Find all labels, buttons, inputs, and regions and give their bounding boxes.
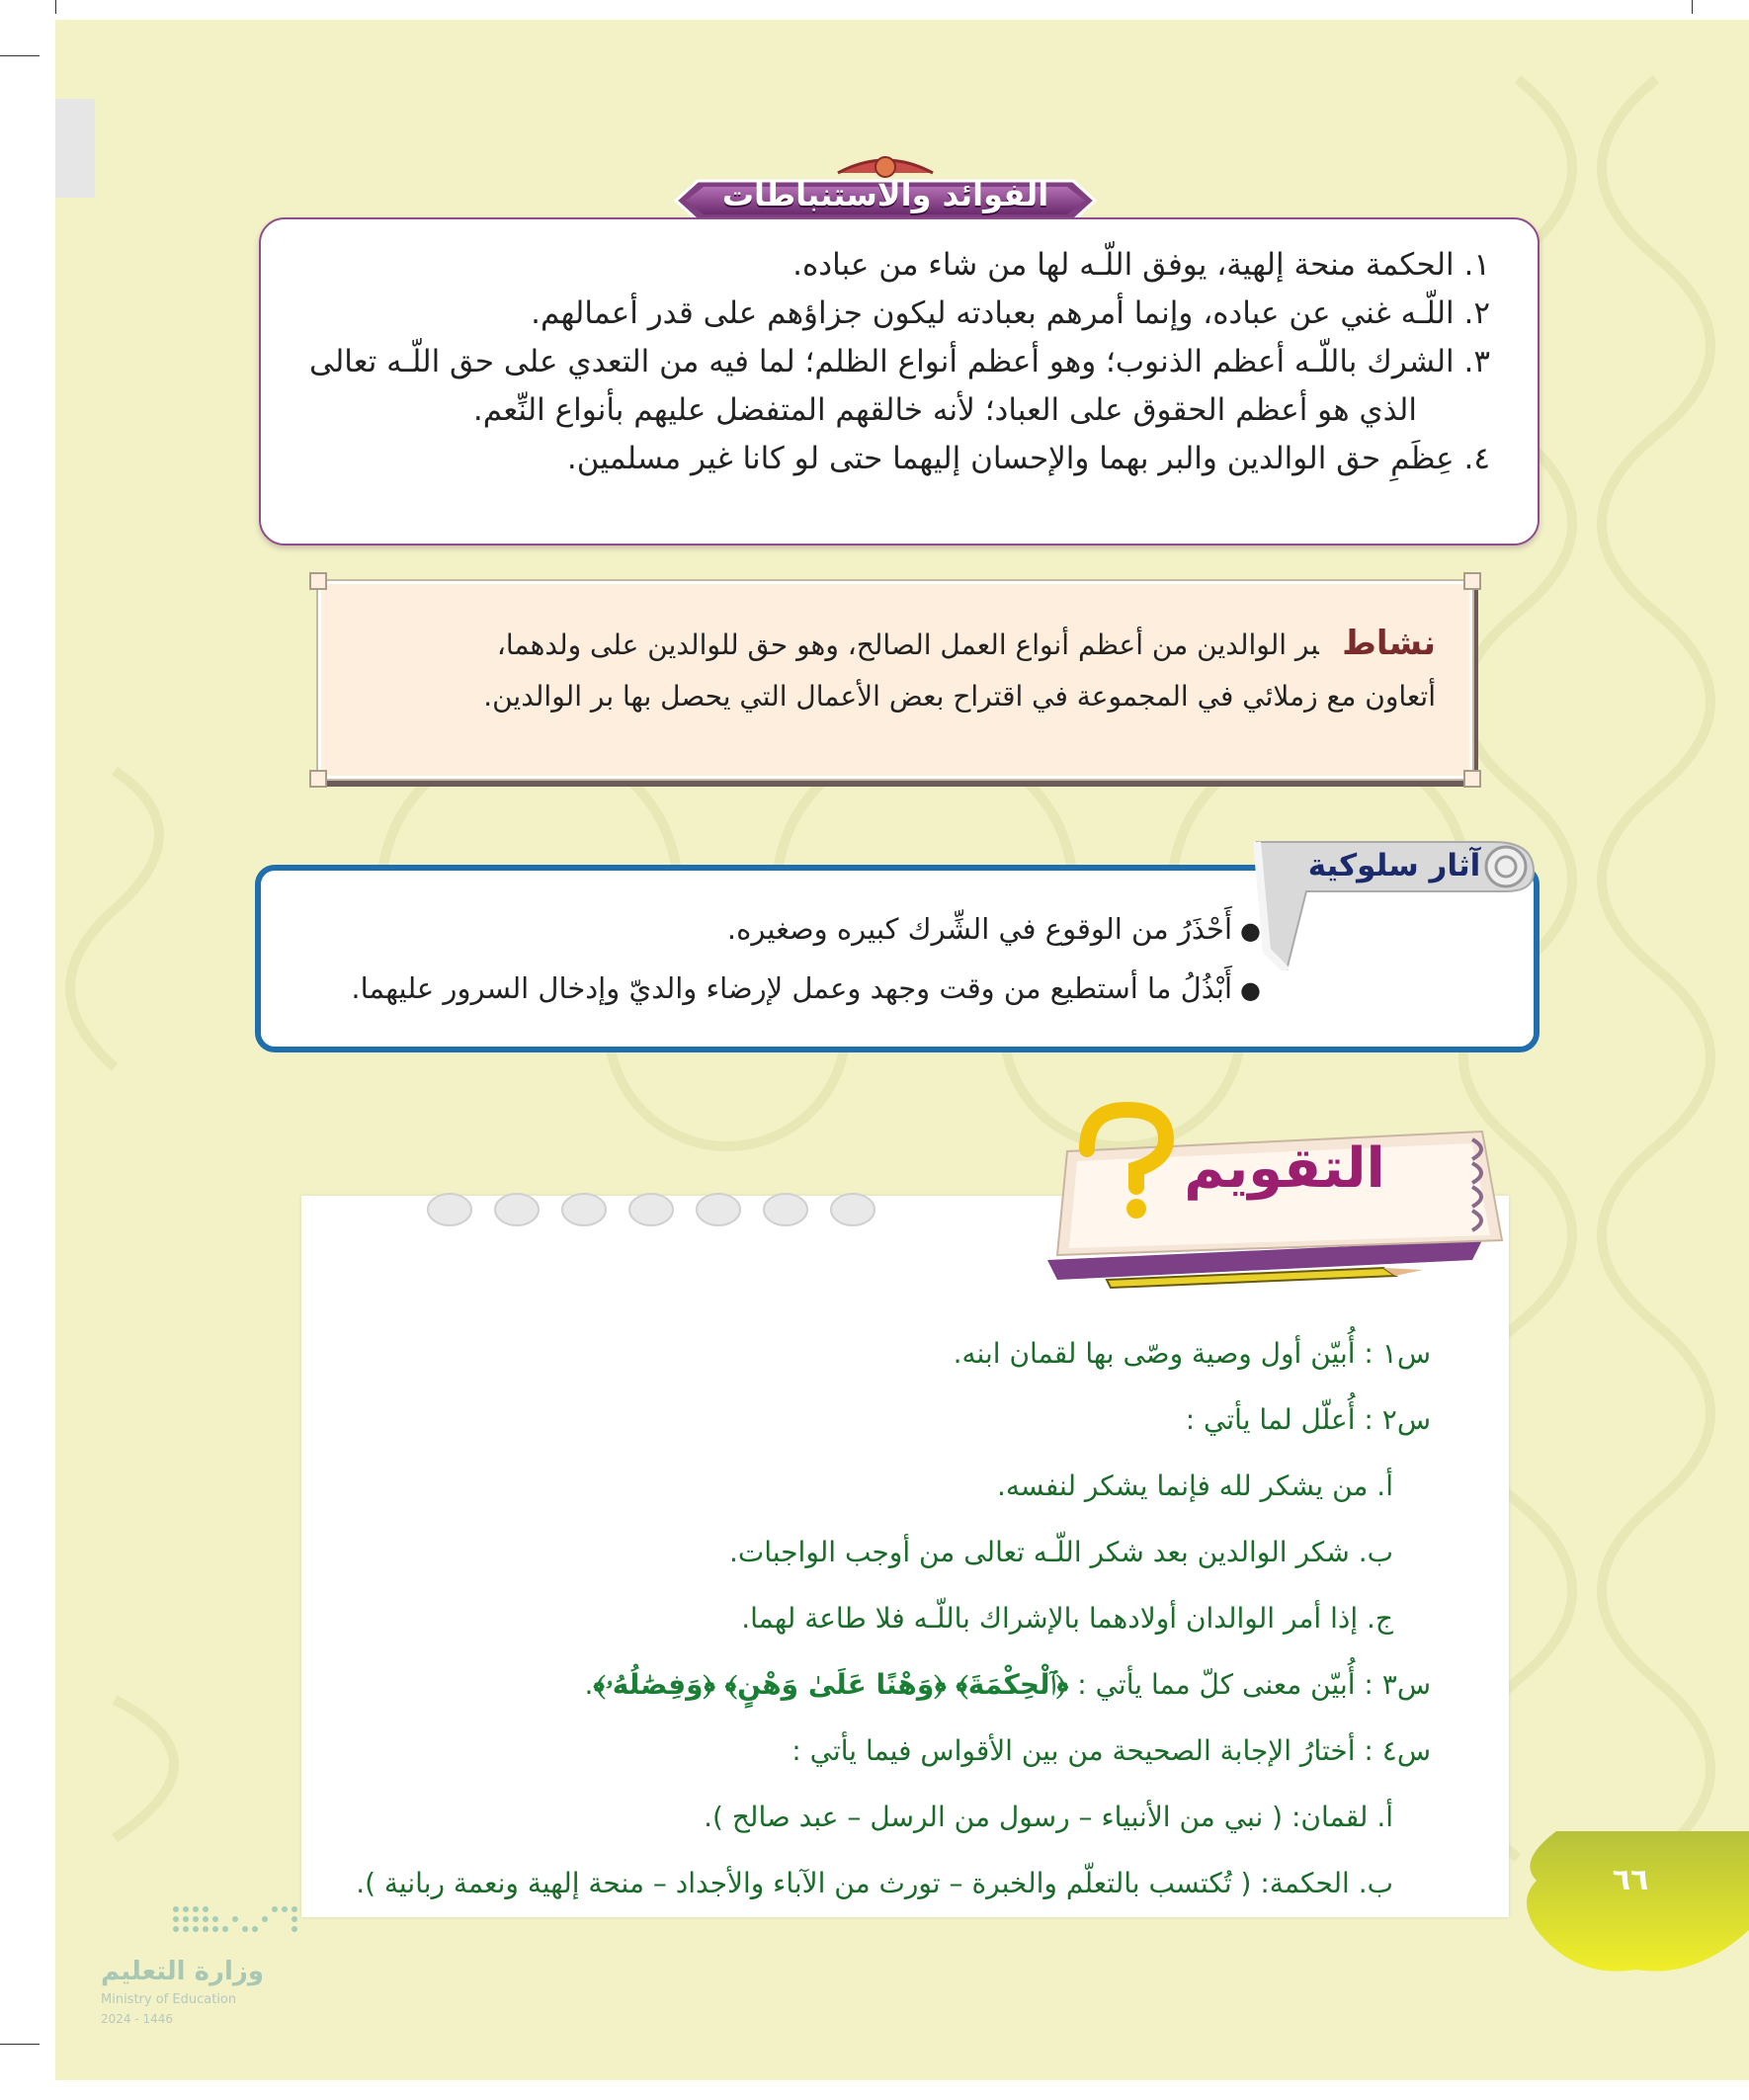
question-3 [356, 1651, 1431, 1718]
question-2c: ج. إذا أمر الوالدان أولادهما بالإشراك باللّـه فلا طاعة لهما. [741, 1602, 1393, 1635]
benefit-item: ٤. عِظَمِ حق الوالدين والبر بهما والإحسان إليهما حتى لو كانا غير مسلمين. [566, 441, 1490, 476]
corner-ornament [309, 572, 327, 590]
effects-title: آثار سلوكية [1307, 848, 1481, 883]
crop-mark [1692, 0, 1693, 14]
ministry-year: 2024 - 1446 [101, 2012, 174, 2026]
question-2a: أ. من يشكر لله فإنما يشكر لنفسه. [996, 1470, 1393, 1502]
crop-mark [0, 2044, 40, 2045]
question-4a: أ. لقمان: ( نبي من الأنبياء – رسول من الرسل – عبد صالح ). [704, 1801, 1393, 1833]
benefits-title: الفوائد والاستنباطات [721, 176, 1049, 213]
benefits-box [259, 217, 1540, 546]
benefit-item: ٢. اللّـه غني عن عباده، وإنما أمرهم بعبادته ليكون جزاؤهم على قدر أعمالهم. [531, 295, 1490, 331]
activity-text-1: بر الوالدين من أعظم أنواع العمل الصالح، وهو حق للوالدين على ولدهما، [496, 629, 1319, 661]
corner-ornament [309, 770, 327, 788]
question-2b: ب. شكر الوالدين بعد شكر اللّـه تعالى من أوجب الواجبات. [728, 1536, 1393, 1568]
effects-scroll-icon [1247, 822, 1543, 970]
bullet-icon: ● [1240, 917, 1261, 945]
crop-mark [0, 55, 40, 56]
ministry-name-ar: وزارة التعليم [101, 1957, 264, 1986]
ministry-name-en: Ministry of Education [101, 1992, 237, 2007]
corner-ornament [1463, 572, 1481, 590]
evaluation-title: التقويم [1184, 1136, 1385, 1201]
effects-item-text: أَحْذَرُ من الوقوع في الشِّرك كبيره وصغيره. [726, 912, 1233, 946]
question-2: س٢ : أُعلّل لما يأتي : [1185, 1403, 1431, 1436]
quran-terms: ﴿ٱلْحِكْمَةَ﴾ ﴿وَهْنًا عَلَىٰ وَهْنٍ﴾ ﴿وَفِصَٰلُهُۥ﴾ [593, 1668, 1069, 1701]
page-number-badge [1517, 1821, 1749, 1989]
activity-text-2: أتعاون مع زملائي في المجموعة في اقتراح بعض الأعمال التي يحصل بها بر الوالدين. [483, 680, 1436, 713]
question-3-prefix: س٣ : أُبيّن معنى كلّ مما يأتي : [1077, 1668, 1431, 1701]
bullet-icon: ● [1240, 976, 1261, 1004]
question-4b: ب. الحكمة: ( تُكتسب بالتعلّم والخبرة – تورث من الآباء والأجداد – منحة إلهية ونعمة ربانية ). [356, 1867, 1393, 1899]
corner-ornament [1463, 770, 1481, 788]
question-4: س٤ : أختارُ الإجابة الصحيحة من بين الأقواس فيما يأتي : [791, 1734, 1431, 1767]
effects-list [351, 900, 1261, 1019]
ministry-logo-icon [91, 1897, 308, 1957]
effects-item [351, 900, 1261, 960]
activity-title: نشاط [1344, 624, 1436, 663]
notebook-holes [420, 1182, 1013, 1231]
benefit-item-continued: الذي هو أعظم الحقوق على العباد؛ لأنه خالقهم المتفضل عليهم بأنواع النِّعم. [472, 392, 1417, 428]
activity-line [361, 618, 1436, 671]
page-number: ٦٦ [1612, 1863, 1649, 1897]
benefit-item: ٣. الشرك باللّـه أعظم الذنوب؛ وهو أعظم أنواع الظلم؛ لما فيه من التعدي على حق اللّـه تعالى [309, 344, 1490, 379]
question-1: س١ : أُبيّن أول وصية وصّى بها لقمان ابنه. [953, 1337, 1431, 1370]
questions-list [356, 1320, 1431, 1916]
crop-mark [55, 0, 56, 14]
ministry-logo [91, 1897, 308, 2036]
effects-item [351, 960, 1261, 1019]
effects-item-text: أَبْذُلُ ما أستطيع من وقت وجهد وعمل لإرضاء والديّ وإدخال السرور عليهما. [351, 971, 1233, 1005]
question-3-suffix: . [584, 1668, 594, 1701]
benefit-item: ١. الحكمة منحة إلهية، يوفق اللّـه لها من شاء من عباده. [792, 247, 1490, 283]
activity-box [318, 581, 1472, 779]
